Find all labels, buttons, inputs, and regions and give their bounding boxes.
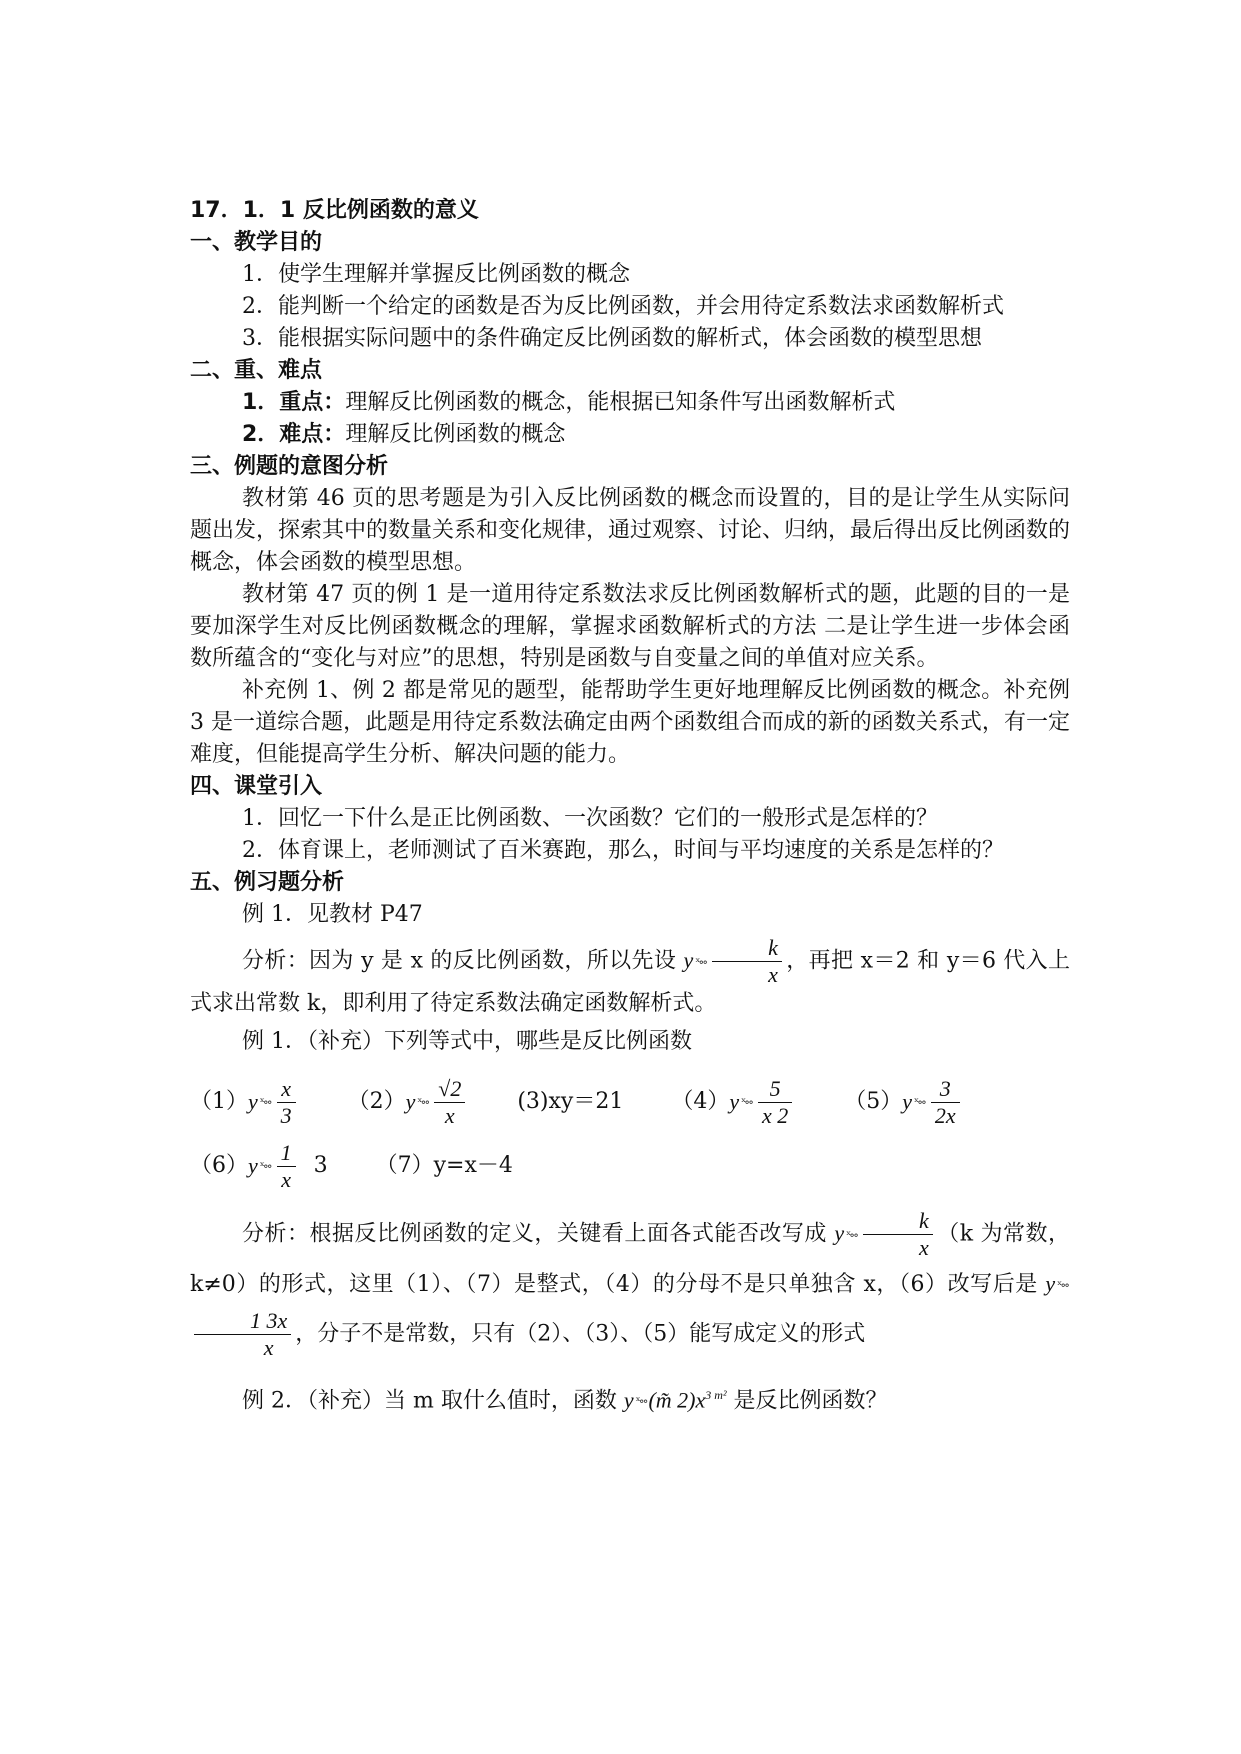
paragraph: 教材第 46 页的思考题是为引入反比例函数的概念而设置的，目的是让学生从实际问题出发，探索其中的数量关系和变化规律，通过观察、讨论、归纳，最后得出反比例函数的概念，体会函数的模型思想。 (190, 486, 1071, 575)
option-label: （4） (671, 1089, 730, 1114)
difficult-point (190, 419, 1070, 451)
paragraph: 补充例 1、例 2 都是常见的题型，能帮助学生更好地理解反比例函数的概念。补充例 3 是一道综合题，此题是用待定系数法确定由两个函数组合而成的新的函数关系式，有一定难度，但能提高学生分析、解决问题的能力。 (190, 678, 1070, 767)
section-heading-4: 四、课堂引入 (190, 774, 323, 799)
denominator: 3 (280, 1102, 292, 1128)
options-list (190, 1070, 1070, 1198)
option-3 (517, 1070, 623, 1134)
fraction-k-over-x (863, 1208, 933, 1261)
equals-glyph: ˣ∘∘ (741, 1095, 752, 1109)
denominator: x (281, 1166, 291, 1192)
list-item: 2．能判断一个给定的函数是否为反比例函数，并会用待定系数法求函数解析式 (242, 294, 1004, 319)
fraction (758, 1076, 792, 1129)
option-label: （1） (190, 1089, 248, 1114)
section-heading-2: 二、重、难点 (190, 358, 323, 383)
fraction (277, 1140, 296, 1193)
equals-glyph: ˣ∘∘ (1057, 1278, 1068, 1292)
numerator: 1 (277, 1140, 296, 1167)
denominator: x 2 (761, 1102, 789, 1128)
option-label: （5） (844, 1089, 903, 1114)
key-point-label: 1．重点： (242, 390, 346, 415)
equals-glyph: ˣ∘∘ (695, 954, 707, 969)
example-1-supplement: 例 1．（补充）下列等式中，哪些是反比例函数 (242, 1029, 692, 1054)
numerator: 1 3x (194, 1308, 291, 1335)
math-y: y (405, 1089, 416, 1114)
option-7 (376, 1134, 513, 1198)
document-page (190, 195, 1070, 1417)
option-label: (3)xy＝21 (517, 1089, 624, 1114)
option-4 (671, 1070, 796, 1134)
key-point-text: 理解反比例函数的概念，能根据已知条件写出函数解析式 (345, 390, 896, 415)
equals-glyph: ˣ∘∘ (259, 1159, 271, 1173)
list-item: 1．使学生理解并掌握反比例函数的概念 (242, 262, 630, 287)
list-item: 1．回忆一下什么是正比例函数、一次函数？它们的一般形式是怎样的？ (242, 806, 938, 831)
fraction (931, 1076, 960, 1129)
example-1: 例 1．见教材 P47 (242, 902, 423, 927)
math-y: y (683, 947, 694, 973)
numerator: x (277, 1076, 296, 1103)
option-2 (348, 1070, 470, 1134)
paragraph: 教材第 47 页的例 1 是一道用待定系数法求反比例函数解析式的题，此题的目的一是要加深学生对反比例函数概念的理解，掌握求函数解析式的方法 二是让学生进一步体会函数所蕴含的“变化与对应”的思想，特别是函数与自变量之间的单值对应关系。 (190, 582, 1070, 671)
example-2 (190, 1379, 1070, 1417)
denominator: x (444, 1102, 455, 1128)
section-heading-3: 三、例题的意图分析 (190, 454, 389, 479)
analysis-text: ，分子不是常数，只有（2）、（3）、（5）能写成定义的形式 (295, 1321, 866, 1347)
denominator: x (768, 962, 778, 987)
analysis-text: ，再把 x＝2 和 y＝6 代入上式求出常数 k，即利用了待定系数法确定函数解析式。 (190, 948, 1071, 1016)
math-y: y (729, 1089, 740, 1114)
option-label: （6） (190, 1153, 248, 1178)
denominator: 2x (934, 1102, 956, 1128)
numerator: k (712, 935, 782, 962)
option-label: （7）y=x－4 (375, 1153, 513, 1178)
key-point (190, 387, 1070, 419)
numerator: k (863, 1208, 933, 1235)
difficult-point-text: 理解反比例函数的概念 (345, 422, 566, 447)
equals-glyph: ˣ∘∘ (913, 1095, 925, 1109)
math-exponent: 3 m² (705, 1388, 727, 1402)
list-item: 2．体育课上，老师测试了百米赛跑，那么，时间与平均速度的关系是怎样的？ (242, 838, 1004, 863)
option-6 (190, 1134, 328, 1198)
fraction (194, 1308, 291, 1361)
option-1 (190, 1070, 300, 1134)
analysis-2 (190, 1208, 1070, 1361)
example-text: 例 2．（补充）当 m 取什么值时，函数 (242, 1388, 617, 1414)
math-term: 3 (313, 1153, 328, 1178)
section-heading-1: 一、教学目的 (190, 230, 323, 255)
denominator: x (918, 1235, 929, 1260)
fraction-k-over-x (712, 935, 782, 988)
equals-glyph: ˣ∘∘ (635, 1394, 647, 1409)
page-title: 17．1．1 反比例函数的意义 (190, 198, 479, 223)
option-label: （2） (347, 1089, 406, 1114)
list-item: 3．能根据实际问题中的条件确定反比例函数的解析式，体会函数的模型思想 (242, 326, 982, 351)
fraction (434, 1076, 465, 1129)
math-y: y (248, 1089, 258, 1114)
math-y: y (834, 1220, 845, 1246)
analysis-text: 分析：根据反比例函数的定义，关键看上面各式能否改写成 (242, 1221, 827, 1247)
analysis-text: 分析：因为 y 是 x 的反比例函数，所以先设 (242, 948, 677, 974)
denominator: x (263, 1335, 274, 1360)
analysis-1 (190, 935, 1070, 1020)
example-text: 是反比例函数？ (733, 1388, 888, 1414)
difficult-point-label: 2．难点： (242, 422, 346, 447)
math-y: y (1045, 1271, 1056, 1296)
equals-glyph: ˣ∘∘ (417, 1095, 429, 1109)
fraction (277, 1076, 296, 1129)
math-y: y (623, 1387, 634, 1413)
math-y: y (902, 1089, 912, 1114)
section-heading-5: 五、例习题分析 (190, 870, 345, 895)
equals-glyph: ˣ∘∘ (259, 1095, 271, 1109)
equals-glyph: ˣ∘∘ (846, 1227, 857, 1242)
math-y: y (248, 1153, 258, 1178)
numerator: 5 (758, 1076, 792, 1103)
numerator: √2 (434, 1076, 465, 1103)
math-expression: (m̃ 2)x (648, 1387, 706, 1413)
option-5 (844, 1070, 963, 1134)
numerator: 3 (931, 1076, 960, 1103)
analysis-text: （k 为常数，k≠0）的形式，这里（1）、（7）是整式，（4）的分母不是只单独含 x，（6）改写后是 (190, 1221, 1071, 1297)
